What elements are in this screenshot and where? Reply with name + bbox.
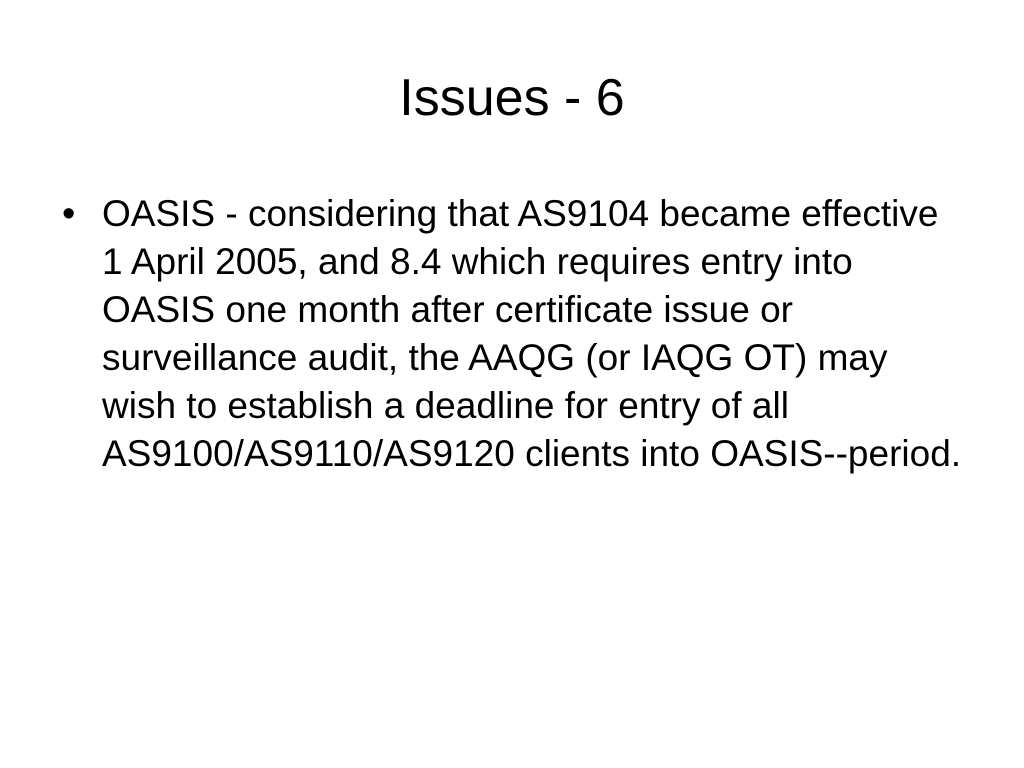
bullet-icon: • xyxy=(62,193,76,235)
slide-title: Issues - 6 xyxy=(399,69,625,127)
bullet-list xyxy=(62,190,967,478)
bullet-item xyxy=(62,190,967,478)
bullet-text: OASIS - considering that AS9104 became effective 1 April 2005, and 8.4 which requires entry into OASIS one month after certificate issue or surveillance audit, the AAQG (or IAQG OT) may wish to establish a deadline for entry of all AS9100/AS9110/AS9120 clients into OASIS--period. xyxy=(102,193,962,474)
